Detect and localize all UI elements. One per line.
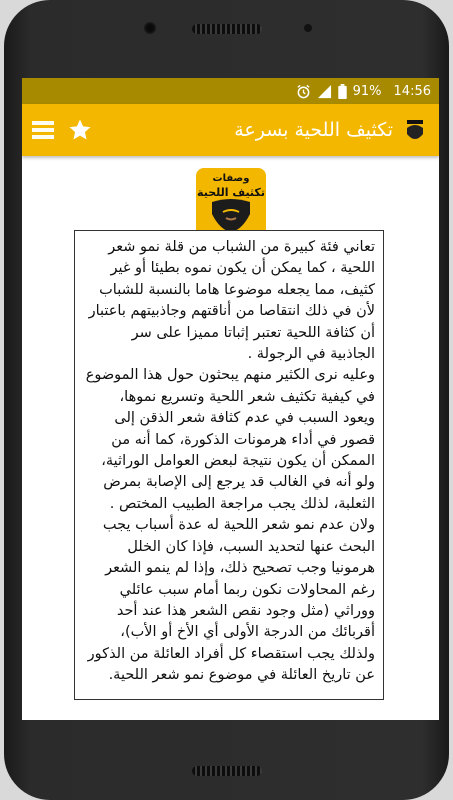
article-paragraph-3: ولان عدم نمو شعر اللحية له عدة أسباب يجب البحث عنها لتحديد السبب، فإذا كان الخلل هرمونيا وجب تصحيح ذلك، وإذا لم ينمو الشعر رغم المحاولات نكون ربما أمام سبب عائلي ووراثي (مثل وجود نقص الشعر هذا عند أحد أقربائك من الدرجة الأولى أي الأخ أو الأب)، ولذلك يجب استقصاء كل أفراد العائلة من الذكور عن تاريخ العائلة في موضوع نمو شعر اللحية. bbox=[87, 517, 375, 684]
bottom-speaker bbox=[192, 766, 262, 776]
app-title: تكثيف اللحية بسرعة bbox=[234, 119, 393, 141]
recipe-logo bbox=[196, 168, 266, 238]
app-logo-icon bbox=[401, 116, 429, 144]
alarm-icon bbox=[296, 84, 311, 99]
top-speaker bbox=[192, 24, 262, 34]
battery-icon bbox=[338, 84, 347, 99]
article-paragraph-1: تعاني فئة كبيرة من الشباب من قلة نمو شعر اللحية ، كما يمكن أن يكون نموه بطيئا أو غير كثيف، مما يجعله موضوعا هاما بالنسبة للشباب لأن في ذلك انتقاصا من أناقتهم وجاذبيتهم باعتبار أن كثافة اللحية تعتبر إثباتا مميزا على سر الجاذبية في الرجولة . bbox=[88, 239, 375, 363]
screen bbox=[22, 78, 439, 720]
menu-icon[interactable] bbox=[32, 120, 54, 140]
article-paragraph-2: وعليه نرى الكثير منهم يبحثون حول هذا الموضوع في كيفية تكثيف شعر اللحية وتسريع نموها، ويعود السبب في عدم كثافة شعر الذقن إلى قصور في أداء هرمونات الذكورة، كما أنه من الممكن أن يكون نتيجة لبعض العوامل الوراثية، ولو أنه في الغالب قد يرجع إلى الإصابة بمرض الثعلبة، لذلك يجب مراجعة الطبيب المختص . bbox=[85, 367, 375, 512]
phone-frame bbox=[4, 0, 449, 800]
logo-main-text: تكثيف اللحية bbox=[196, 186, 265, 199]
proximity-sensor bbox=[304, 24, 312, 32]
article-box bbox=[74, 230, 384, 700]
app-bar bbox=[22, 104, 439, 156]
status-bar bbox=[22, 78, 439, 104]
logo-top-text: وصفات bbox=[212, 173, 249, 184]
star-icon[interactable] bbox=[68, 118, 92, 142]
battery-percentage: 91% bbox=[352, 83, 382, 99]
signal-icon bbox=[317, 84, 332, 99]
front-camera bbox=[144, 22, 156, 34]
clock: 14:56 bbox=[393, 83, 431, 99]
